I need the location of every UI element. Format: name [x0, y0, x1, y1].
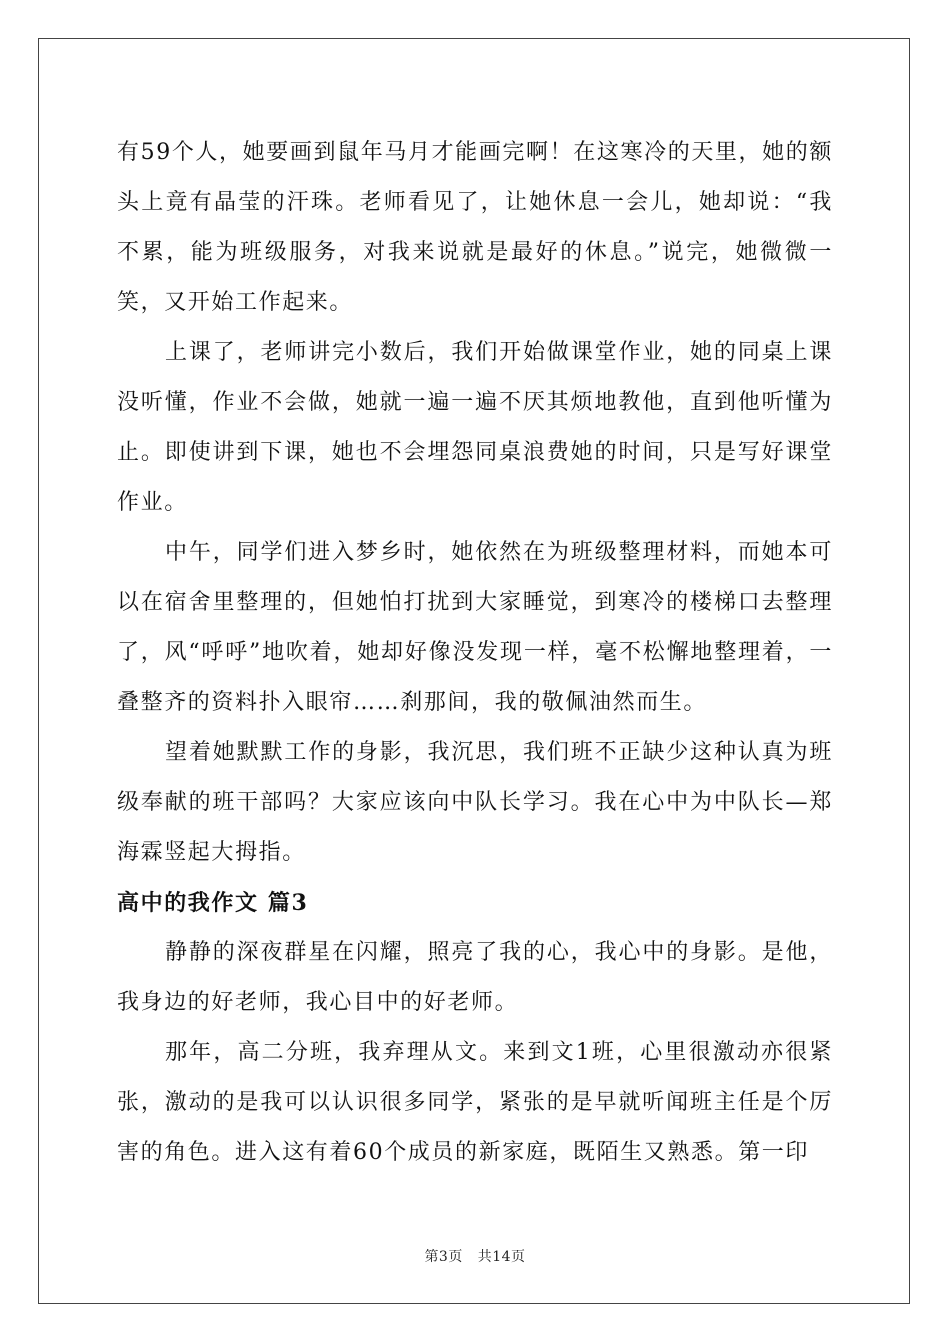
paragraph-6: 那年，高二分班，我弃理从文。来到文1班，心里很激动亦很紧张，激动的是我可以认识很多同学，紧张的是早就听闻班主任是个厉害的角色。进入这有着60个成员的新家庭，既陌生又熟悉。第一印	[117, 1040, 833, 1165]
paragraph-4: 望着她默默工作的身影，我沉思，我们班不正缺少这种认真为班级奉献的班干部吗？大家应该向中队长学习。我在心中为中队长—郑海霖竖起大拇指。	[117, 740, 833, 865]
page-number: 第3页	[424, 1249, 463, 1265]
paragraph-5: 静静的深夜群星在闪耀，照亮了我的心，我心中的身影。是他，我身边的好老师，我心目中的好老师。	[117, 940, 833, 1015]
paragraph-1: 有59个人，她要画到鼠年马月才能画完啊！在这寒冷的天里，她的额头上竟有晶莹的汗珠。老师看见了，让她休息一会儿，她却说：“我不累，能为班级服务，对我来说就是最好的休息。”说完，她微微一笑，又开始工作起来。	[117, 140, 833, 315]
page-footer	[0, 1246, 950, 1266]
section-heading: 高中的我作文 篇3	[117, 890, 309, 916]
paragraph-3: 中午，同学们进入梦乡时，她依然在为班级整理材料，而她本可以在宿舍里整理的，但她怕打扰到大家睡觉，到寒冷的楼梯口去整理了，风“呼呼”地吹着，她却好像没发现一样，毫不松懈地整理着，一叠整齐的资料扑入眼帘……刹那间，我的敬佩油然而生。	[117, 540, 833, 715]
page-total: 共14页	[477, 1249, 526, 1265]
document-body	[117, 128, 833, 1178]
paragraph-2: 上课了，老师讲完小数后，我们开始做课堂作业，她的同桌上课没听懂，作业不会做，她就一遍一遍不厌其烦地教他，直到他听懂为止。即使讲到下课，她也不会埋怨同桌浪费她的时间，只是写好课堂作业。	[117, 340, 833, 515]
